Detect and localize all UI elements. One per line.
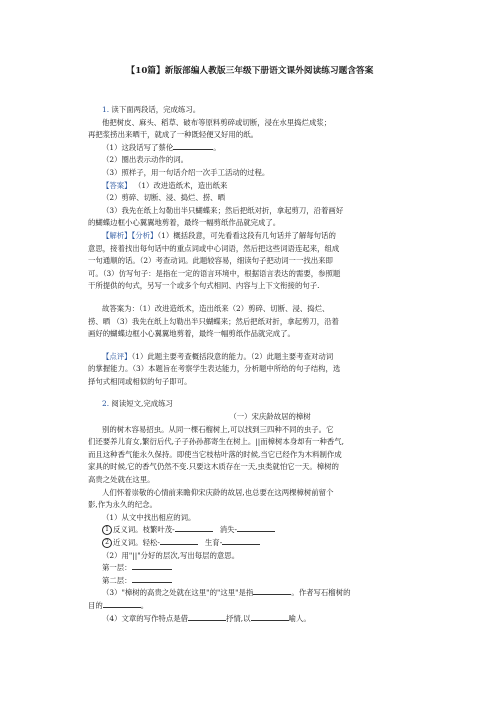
q2-synonym-blank-1[interactable] (160, 537, 198, 545)
q2-sub-4-blank-1[interactable] (188, 613, 226, 621)
circled-number-1: 1 (102, 525, 112, 535)
q2-antonym-blank-1[interactable] (175, 524, 213, 532)
question-1 (88, 104, 452, 388)
q2-row-antonym (88, 524, 452, 537)
analysis-tag: 【解析】 (102, 230, 132, 240)
q2-sub-3 (88, 587, 452, 600)
q1-analysis-line-5: 干所提供的句式，另写一个或多个句式相同、内容与上下文衔接的句子. (88, 281, 320, 291)
q2-sub-3-text: （3）"樟树的高贵之处就在这里"的"这里"是指 (102, 588, 254, 598)
q1-sub-1-text: （1）这段话写了蔡伦 (102, 142, 174, 152)
q1-sub-3: （3）照样子，用一句话介绍一次手工活动的过程。 (102, 167, 270, 177)
q2-sub-3-mid: 。作者写石榴树的 (291, 588, 351, 598)
q1-analysis-line-3: 一句通顺的话。（2）考查动词。此题较容易，细读句子把动词一一找出来即 (88, 256, 333, 266)
q1-analysis-line-1 (88, 230, 452, 243)
q2-layer-1 (88, 562, 452, 575)
q1-final-line-3: 画好的蝴蝶边框小心翼翼地剪着，最终一幅剪纸作品就完成了。 (88, 329, 295, 339)
q2-para-1-line-3: 而且这种香气能永久保持。即使当它枝枯叶落的时候,当它已经作为木料制作成 (88, 449, 342, 459)
q1-comment-text-1: （1）此题主要考查概括段意的能力。（2）此题主要考查对动词 (131, 351, 334, 361)
q2-sub-3-cont (88, 600, 452, 613)
q2-para-2-line-1: 人们怀着崇敬的心情前来瞻仰宋庆龄的故居,也总要在这两棵樟树前留个 (102, 487, 334, 497)
q2-sub-2: （2）用"||"分好的层次,写出每层的意思。 (102, 550, 240, 560)
q1-analysis-line-4: 可。（3）仿写句子：是指在一定的语言环境中，根据语言表达的需要，参照题 (88, 268, 341, 278)
q2-sub-4-text: （4）文章的写作特点是借 (102, 613, 189, 623)
q2-sub-3-blank-2[interactable] (103, 600, 141, 608)
q2-sub-4-end: 喻人。 (288, 613, 311, 623)
q1-comment-line-1 (88, 351, 452, 364)
document-title: 【10篇】新版部编人教版三年级下册语文课外阅读练习题含答案 (126, 66, 374, 76)
q2-para-1-line-5: 高贵之处就在这里。 (88, 475, 155, 485)
q2-para-1-line-1: 别的树木容易招虫。从同一棵石榴树上,可以找到三四种不同的虫子。它 (102, 424, 334, 434)
q1-answer-1-text: （1）改进造纸术，造出纸来 (133, 180, 228, 190)
q2-layer-2 (88, 575, 452, 588)
q1-sub-1-end: 。 (213, 142, 221, 152)
q1-answer-1 (88, 180, 452, 193)
q2-sub-4 (88, 613, 452, 626)
q2-para-2-line-2: 影,作为永久的纪念。 (88, 500, 157, 510)
q2-antonym-label-2: 消失- (219, 525, 237, 535)
q2-number: 2. (102, 399, 110, 409)
q1-answer-3-line-1: （3）我先在纸上勾勒出半只蝴蝶来；然后把纸对折，拿起剪刀，沿着画好 (102, 205, 344, 215)
q1-final-line-1: 故答案为：（1）改进造纸术，造出纸来（2）剪碎、切断、浸、捣烂、 (102, 303, 330, 313)
q2-sub-3-end: 。 (140, 600, 149, 610)
q2-sub-3-end-text: 目的 (88, 600, 103, 610)
q1-analysis-text-1: （1）概括段意，可先看看这段有几句话并了解每句话的 (157, 230, 336, 240)
comment-tag: 【点评】 (102, 351, 132, 361)
q2-synonym-label: 近义词。轻松- (113, 538, 160, 547)
q2-synonym-blank-2[interactable] (222, 537, 260, 545)
q1-prompt (88, 104, 452, 117)
q2-layer-2-label: 第二层： (102, 575, 132, 585)
q1-final-line-2: 捞、晒 （3）我先在纸上勾勒出半只蝴蝶来；然后把纸对折，拿起剪刀，沿着 (88, 316, 339, 326)
q2-layer-2-blank[interactable] (132, 575, 172, 583)
q2-layer-1-label: 第一层： (102, 563, 132, 573)
q2-antonym-blank-2[interactable] (237, 524, 275, 532)
q2-layer-1-blank[interactable] (132, 562, 172, 570)
q1-blank-1[interactable] (173, 142, 213, 150)
q2-prompt (88, 398, 452, 411)
circled-number-2: 2 (102, 538, 112, 548)
q2-sub-4-blank-2[interactable] (251, 613, 289, 621)
q1-sub-2: （2）圈出表示动作的词。 (102, 155, 189, 165)
q1-answer-3-line-2: 的蝴蝶边框小心翼翼地剪着，最终一幅剪纸作品就完成了。 (88, 218, 281, 228)
q1-comment-line-2: 的掌握能力。（3）本题旨在考察学生表达能力，分析题中所给的句子结构，选 (88, 364, 341, 374)
q1-analysis-line-2: 意思，接着找出每句话中的重点词或中心词语，然后把这些词语连起来，组成 (88, 243, 340, 253)
answer-tag: 【答案】 (102, 180, 132, 190)
q2-sub-1: （1）从文中找出相应的词。 (102, 512, 196, 522)
q2-prompt-text: 阅读短文,完成练习 (111, 399, 173, 409)
q2-row-synonym (88, 537, 452, 550)
q1-sub-1 (88, 142, 452, 155)
q1-prompt-text: 读下面两段话，完成练习。 (111, 105, 201, 114)
q1-answer-2: （2）剪碎、切断、浸、捣烂、捞、晒 (102, 193, 225, 203)
analysis-sub-tag: 【分析】 (131, 230, 158, 240)
q2-sub-3-blank-1[interactable] (253, 587, 291, 595)
q2-synonym-label-2: 生育- (204, 538, 223, 547)
q1-comment-line-3: 择句式相同或相似的句子即可。 (88, 376, 192, 386)
question-2 (88, 398, 452, 625)
q1-passage-line-2: 再把浆捞出来晒干，就成了一种既轻便又好用的纸。 (88, 130, 258, 140)
q2-para-1-line-4: 家具的时候,它的香气仍然不变.只要这木质存在一天,虫类就怕它一天。樟树的 (88, 462, 339, 472)
q2-para-1-line-2: 们还要养儿育女,繁衍后代,子子孙孙都寄生在树上。||而樟树本身却有一种香气, (88, 437, 344, 447)
q1-number: 1. (102, 105, 110, 114)
q2-sub-4-mid: 抒情,以 (226, 613, 251, 623)
q2-subtitle: （一）宋庆龄故居的樟树 (229, 412, 311, 422)
q2-antonym-label: 反义词。枝繁叶茂- (113, 525, 175, 535)
q1-passage-line-1: 他把树皮、麻头、稻草、破布等原料剪碎或切断，浸在水里捣烂成浆； (102, 117, 332, 127)
